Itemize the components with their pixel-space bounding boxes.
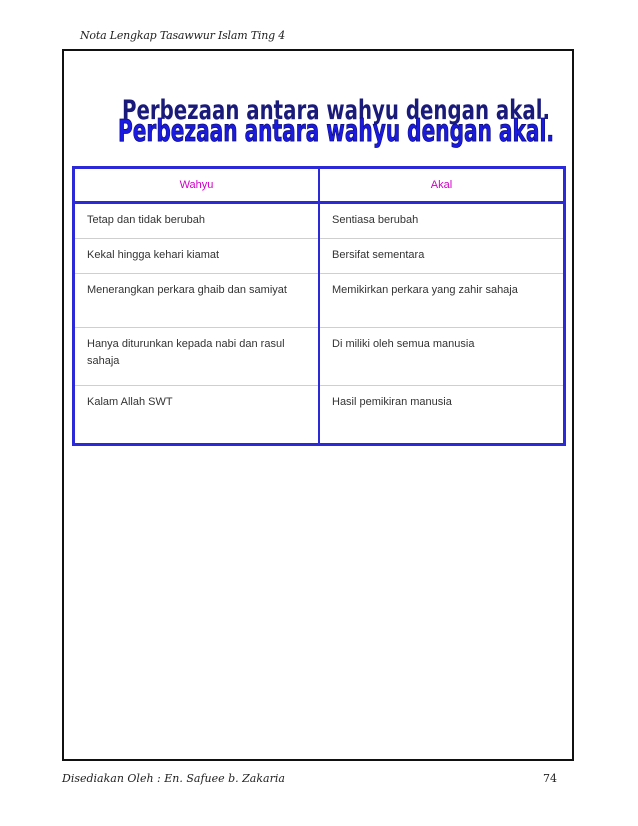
cell-akal: Bersifat sementara	[319, 239, 565, 274]
wordart-title	[118, 95, 558, 155]
cell-wahyu: Kekal hingga kehari kiamat	[74, 239, 320, 274]
cell-akal: Memikirkan perkara yang zahir sahaja	[319, 274, 565, 328]
comparison-table	[72, 166, 566, 446]
cell-akal: Sentiasa berubah	[319, 203, 565, 239]
cell-akal: Di miliki oleh semua manusia	[319, 328, 565, 386]
table-row	[74, 203, 565, 239]
page-number: 74	[543, 772, 557, 785]
header-akal: Akal	[319, 168, 565, 203]
cell-wahyu: Menerangkan perkara ghaib dan samiyat	[74, 274, 320, 328]
wordart-title-main: Perbezaan antara wahyu dengan akal.	[118, 114, 554, 149]
cell-wahyu: Hanya diturunkan kepada nabi dan rasul sahaja	[74, 328, 320, 386]
table-header-row	[74, 168, 565, 203]
header-wahyu: Wahyu	[74, 168, 320, 203]
wordart-title-shadow: Perbezaan antara wahyu dengan akal.	[122, 95, 550, 126]
page-header-text: Nota Lengkap Tasawwur Islam Ting 4	[80, 29, 286, 42]
table-row	[74, 328, 565, 386]
table-row	[74, 239, 565, 274]
cell-wahyu: Tetap dan tidak berubah	[74, 203, 320, 239]
page-footer-text: Disediakan Oleh : En. Safuee b. Zakaria	[62, 772, 285, 785]
cell-wahyu: Kalam Allah SWT	[74, 386, 320, 445]
table-row	[74, 274, 565, 328]
cell-akal: Hasil pemikiran manusia	[319, 386, 565, 445]
table-row	[74, 386, 565, 445]
